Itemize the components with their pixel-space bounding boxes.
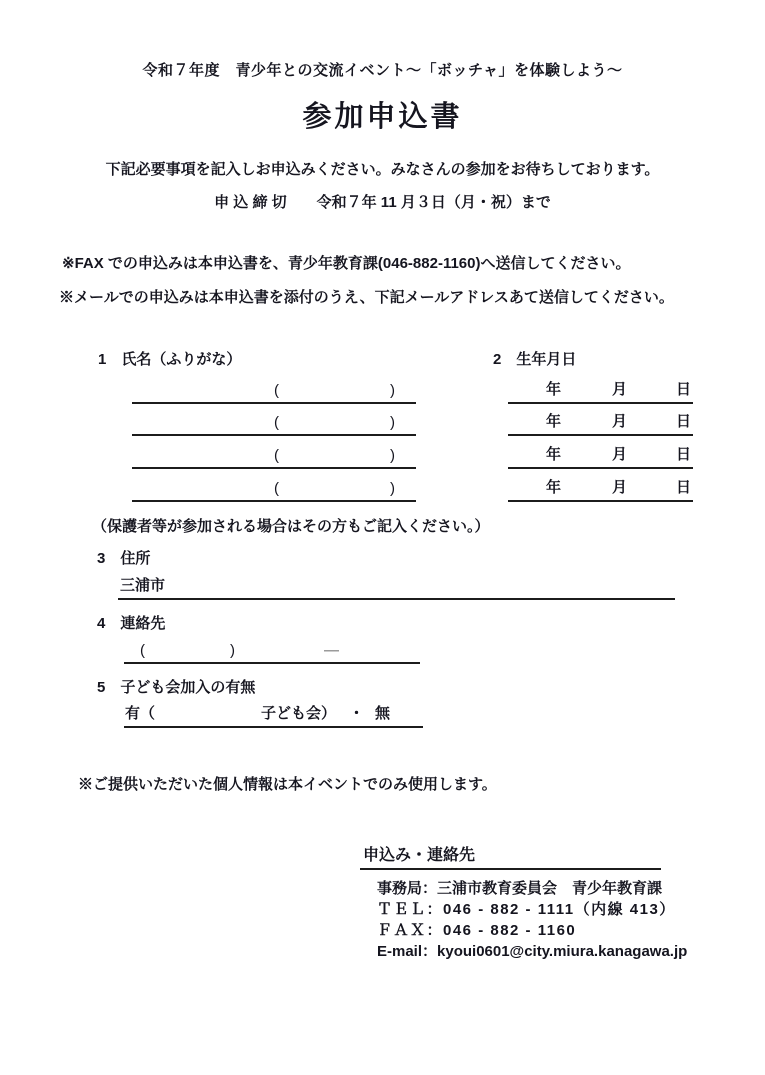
day-label: 日 (676, 413, 692, 430)
name-field-row (132, 437, 416, 469)
phone-close-paren: ) (230, 642, 235, 659)
phone-dash: — (324, 642, 339, 659)
day-label: 日 (676, 446, 692, 463)
day-label: 日 (676, 381, 692, 398)
footer-tel-line: ＴＥＬ：046 - 882 - 1111（内線 413） (377, 901, 676, 918)
phone-open-paren: ( (140, 642, 145, 659)
name-field-row (132, 470, 416, 502)
furigana-open-paren: ( (274, 414, 279, 431)
year-label: 年 (546, 413, 562, 430)
name-field-row (132, 372, 416, 404)
guardian-note: （保護者等が参加される場合はその方もご記入ください。） (92, 518, 490, 535)
birthdate-field-row (508, 470, 693, 502)
furigana-open-paren: ( (274, 447, 279, 464)
kodomokai-suffix: 子ども会） (261, 705, 337, 722)
mail-note: ※メールでの申込みは本申込書を添付のうえ、下記メールアドレスあて送信してください。 (59, 289, 674, 306)
kodomokai-yes-prefix: 有（ (125, 705, 156, 722)
event-title-line: 令和７年度 青少年との交流イベント～「ボッチャ」を体験しよう～ (142, 62, 623, 79)
month-label: 月 (612, 381, 628, 398)
year-label: 年 (546, 381, 562, 398)
page-title: 参加申込書 (302, 101, 463, 133)
furigana-close-paren: ) (390, 480, 395, 497)
deadline-line: 申 込 締 切 令和７年 11 月３日（月・祝）まで (214, 194, 551, 211)
day-label: 日 (676, 479, 692, 496)
month-label: 月 (612, 446, 628, 463)
year-label: 年 (546, 446, 562, 463)
privacy-note: ※ご提供いただいた個人情報は本イベントでのみ使用します。 (78, 776, 497, 793)
footer-office-line: 事務局：三浦市教育委員会 青少年教育課 (377, 880, 663, 897)
intro-line: 下記必要事項を記入しお申込みください。みなさんの参加をお待ちしております。 (105, 161, 660, 178)
section-kodomokai-label: 5 子ども会加入の有無 (97, 679, 256, 696)
section-contact-label: 4 連絡先 (97, 615, 166, 632)
fax-note: ※FAX での申込みは本申込書を、青少年教育課(046-882-1160)へ送信してください。 (62, 255, 631, 272)
section-address-label: 3 住所 (97, 550, 151, 567)
furigana-close-paren: ) (390, 447, 395, 464)
footer-heading: 申込み・連絡先 (360, 842, 661, 870)
year-label: 年 (546, 479, 562, 496)
kodomokai-no: 無 (375, 705, 391, 722)
month-label: 月 (612, 413, 628, 430)
birthdate-field-row (508, 437, 693, 469)
section-birthdate-label: 2 生年月日 (493, 351, 577, 368)
month-label: 月 (612, 479, 628, 496)
birthdate-field-row (508, 404, 693, 436)
name-field-row (132, 404, 416, 436)
footer-email-line: E-mail：kyoui0601@city.miura.kanagawa.jp (377, 943, 688, 960)
section-name-label: 1 氏名（ふりがな） (98, 351, 242, 368)
phone-field-row (124, 634, 420, 664)
furigana-open-paren: ( (274, 480, 279, 497)
furigana-close-paren: ) (390, 382, 395, 399)
address-prefix: 三浦市 (120, 577, 166, 594)
birthdate-field-row (508, 372, 693, 404)
furigana-open-paren: ( (274, 382, 279, 399)
address-field-row (118, 570, 675, 600)
furigana-close-paren: ) (390, 414, 395, 431)
kodomokai-field-row (124, 698, 423, 728)
kodomokai-separator: ・ (349, 705, 365, 722)
footer-fax-line: ＦＡＸ：046 - 882 - 1160 (377, 922, 577, 939)
